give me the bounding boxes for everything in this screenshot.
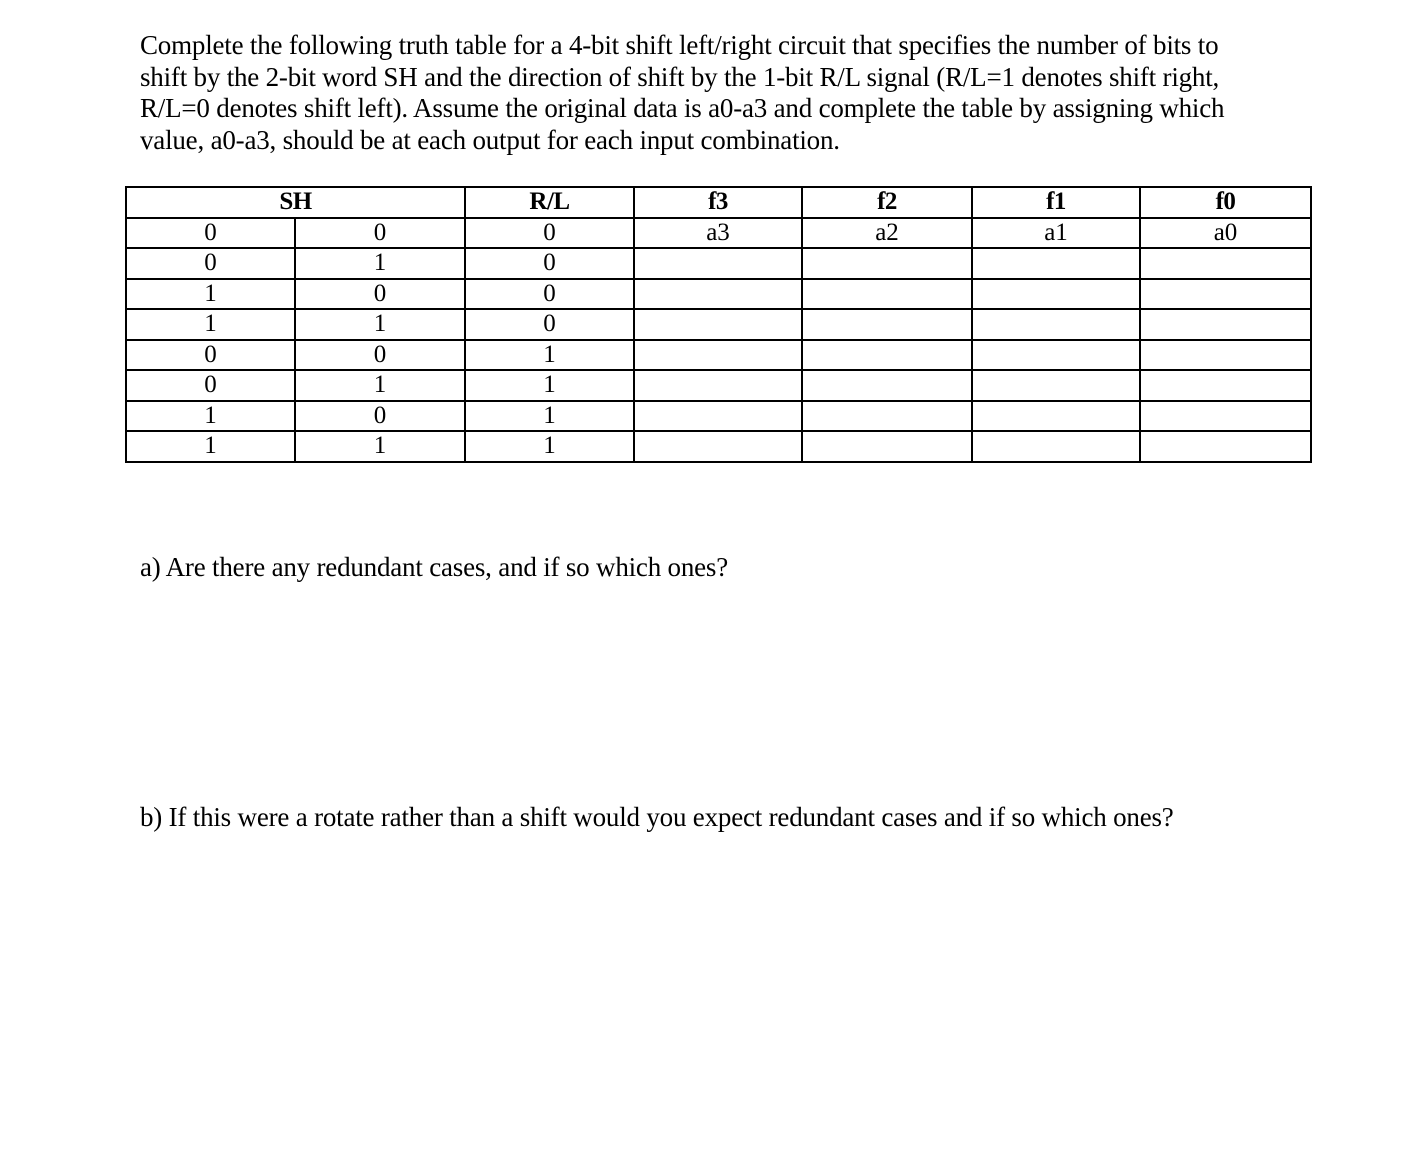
cell-sh1: 0 <box>126 248 295 279</box>
cell-f3[interactable] <box>634 370 802 401</box>
cell-f0[interactable] <box>1140 401 1311 432</box>
cell-f1[interactable] <box>972 401 1140 432</box>
cell-f0[interactable] <box>1140 340 1311 371</box>
cell-f0[interactable] <box>1140 248 1311 279</box>
instructions-line-1: Complete the following truth table for a 4-bit shift left/right circuit that specifies the number of bits to <box>140 30 1219 60</box>
cell-f2[interactable] <box>802 309 972 340</box>
cell-f2[interactable] <box>802 340 972 371</box>
table-row <box>126 401 1311 432</box>
cell-sh1: 0 <box>126 370 295 401</box>
cell-f3[interactable] <box>634 279 802 310</box>
header-f3: f3 <box>634 187 802 218</box>
cell-sh1: 1 <box>126 431 295 462</box>
cell-f1[interactable] <box>972 370 1140 401</box>
question-a: a) Are there any redundant cases, and if so which ones? <box>140 552 729 582</box>
cell-sh1: 1 <box>126 401 295 432</box>
cell-f1: a1 <box>972 218 1140 249</box>
cell-rl: 0 <box>465 279 634 310</box>
cell-f0[interactable] <box>1140 431 1311 462</box>
cell-rl: 0 <box>465 248 634 279</box>
cell-sh0: 1 <box>295 248 465 279</box>
cell-f2[interactable] <box>802 431 972 462</box>
cell-sh1: 0 <box>126 340 295 371</box>
cell-f3[interactable] <box>634 401 802 432</box>
table-row <box>126 279 1311 310</box>
header-f1: f1 <box>972 187 1140 218</box>
table-header-row <box>126 187 1311 218</box>
cell-rl: 0 <box>465 218 634 249</box>
cell-f2[interactable] <box>802 248 972 279</box>
cell-f2[interactable] <box>802 370 972 401</box>
cell-rl: 1 <box>465 401 634 432</box>
table-row <box>126 340 1311 371</box>
cell-f1[interactable] <box>972 340 1140 371</box>
question-b: b) If this were a rotate rather than a shift would you expect redundant cases and if so which ones? <box>140 802 1174 832</box>
cell-f1[interactable] <box>972 309 1140 340</box>
cell-f0[interactable] <box>1140 309 1311 340</box>
header-rl: R/L <box>465 187 634 218</box>
cell-rl: 1 <box>465 340 634 371</box>
cell-sh0: 0 <box>295 340 465 371</box>
cell-sh0: 1 <box>295 431 465 462</box>
header-sh: SH <box>126 187 465 218</box>
instructions-line-3: R/L=0 denotes shift left). Assume the original data is a0-a3 and complete the table by assigning which <box>140 93 1225 123</box>
cell-sh1: 1 <box>126 309 295 340</box>
table-row <box>126 309 1311 340</box>
table-row <box>126 248 1311 279</box>
truth-table <box>125 186 1312 463</box>
instructions-line-2: shift by the 2-bit word SH and the direction of shift by the 1-bit R/L signal (R/L=1 denotes shift right, <box>140 61 1220 92</box>
header-f0: f0 <box>1140 187 1311 218</box>
cell-f2: a2 <box>802 218 972 249</box>
cell-f3[interactable] <box>634 431 802 462</box>
cell-f2[interactable] <box>802 401 972 432</box>
cell-f0[interactable] <box>1140 279 1311 310</box>
cell-f1[interactable] <box>972 248 1140 279</box>
cell-rl: 1 <box>465 431 634 462</box>
cell-sh0: 0 <box>295 401 465 432</box>
cell-f3[interactable] <box>634 309 802 340</box>
cell-sh0: 1 <box>295 309 465 340</box>
cell-f3[interactable] <box>634 340 802 371</box>
table-row <box>126 431 1311 462</box>
cell-f1[interactable] <box>972 279 1140 310</box>
instructions-line-4: value, a0-a3, should be at each output for each input combination. <box>140 124 840 155</box>
cell-sh0: 0 <box>295 279 465 310</box>
cell-f0[interactable] <box>1140 370 1311 401</box>
cell-f3: a3 <box>634 218 802 249</box>
cell-f3[interactable] <box>634 248 802 279</box>
header-f2: f2 <box>802 187 972 218</box>
cell-f1[interactable] <box>972 431 1140 462</box>
table-row <box>126 218 1311 249</box>
cell-rl: 0 <box>465 309 634 340</box>
table-row <box>126 370 1311 401</box>
cell-rl: 1 <box>465 370 634 401</box>
cell-sh0: 0 <box>295 218 465 249</box>
cell-sh1: 0 <box>126 218 295 249</box>
cell-sh1: 1 <box>126 279 295 310</box>
cell-f2[interactable] <box>802 279 972 310</box>
cell-f0: a0 <box>1140 218 1311 249</box>
cell-sh0: 1 <box>295 370 465 401</box>
instructions-paragraph <box>140 30 1270 156</box>
